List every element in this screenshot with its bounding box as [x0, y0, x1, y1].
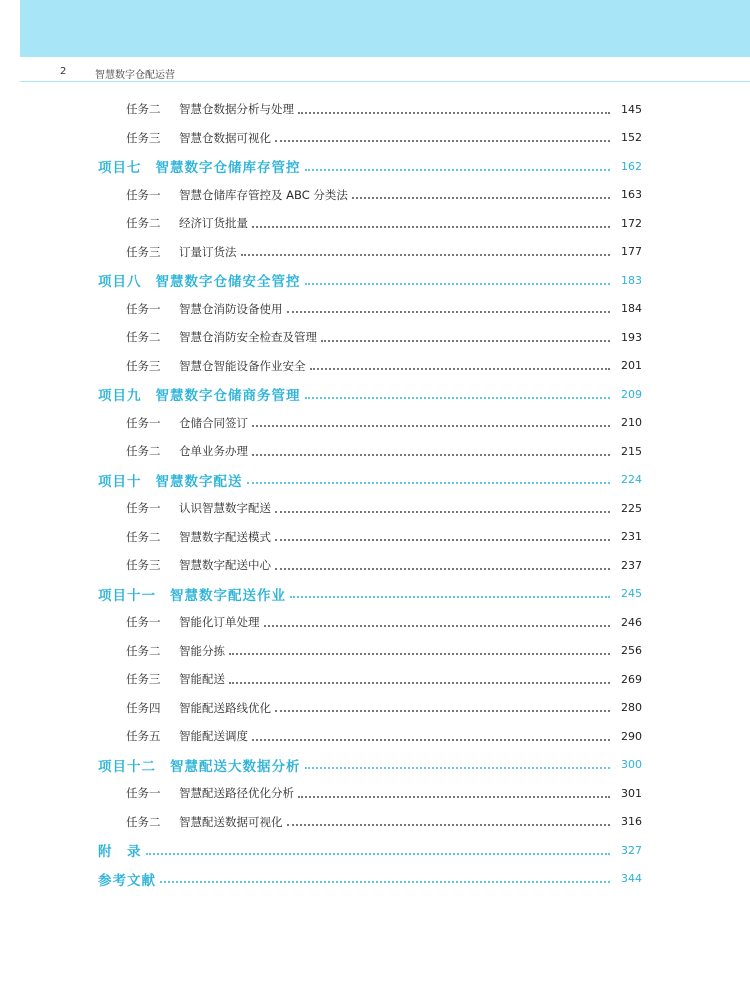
header-divider — [20, 81, 750, 82]
toc-entry-title: 智慧仓智能设备作业安全 — [179, 358, 306, 373]
dot-leader — [146, 852, 611, 855]
dot-leader — [229, 681, 610, 684]
toc-entry-text — [126, 728, 252, 744]
toc-project-entry[interactable] — [0, 755, 750, 775]
toc-project-entry[interactable] — [0, 869, 750, 889]
toc-entry-number: 任务一 — [126, 301, 161, 316]
toc-entry-number: 项目十二 — [98, 758, 156, 775]
toc-page-number: 225 — [621, 501, 642, 515]
toc-project-entry[interactable] — [0, 584, 750, 604]
toc-project-entry[interactable] — [0, 384, 750, 404]
toc-page-number: 215 — [621, 444, 642, 458]
toc-task-entry[interactable] — [0, 185, 750, 205]
toc-entry-text — [126, 415, 252, 431]
toc-entry-number: 任务一 — [126, 615, 161, 629]
dot-leader — [287, 310, 611, 313]
header-strip — [20, 57, 510, 82]
toc-entry-text — [126, 614, 264, 630]
toc-entry-title: 订量订货法 — [179, 244, 237, 259]
toc-entry-title: 智慧配送大数据分析 — [170, 758, 301, 775]
toc-entry-text — [126, 700, 275, 716]
toc-entry-title: 附 录 — [98, 844, 142, 860]
dot-leader — [305, 282, 611, 285]
dot-leader — [352, 196, 610, 199]
toc-page-number: 290 — [621, 729, 642, 743]
toc-entry-text — [98, 384, 305, 404]
toc-task-entry[interactable] — [0, 641, 750, 661]
toc-page-number: 163 — [621, 188, 642, 201]
dot-leader — [252, 453, 610, 456]
running-title: 智慧数字仓配运营 — [95, 70, 175, 81]
toc-entry-title: 智慧配送路径优化分析 — [179, 786, 294, 800]
dot-leader — [275, 567, 610, 570]
toc-entry-text — [126, 500, 275, 516]
toc-entry-title: 智慧数字配送中心 — [179, 558, 271, 572]
toc-page-number: 237 — [621, 558, 642, 572]
toc-page-number: 145 — [621, 102, 642, 116]
toc-entry-title: 智慧数字仓储商务管理 — [155, 388, 301, 404]
toc-page-number: 280 — [621, 701, 642, 714]
toc-entry-text — [126, 244, 241, 260]
toc-entry-title: 智慧数字仓储库存管控 — [155, 160, 301, 176]
toc-entry-number: 任务三 — [126, 672, 161, 686]
toc-entry-text — [126, 785, 298, 801]
toc-page-number: 193 — [621, 330, 642, 344]
toc-entry-text — [126, 814, 287, 830]
dot-leader — [275, 709, 610, 712]
toc-page-number: 162 — [621, 159, 642, 173]
toc-page-number: 344 — [621, 872, 642, 885]
toc-page-number: 183 — [621, 273, 642, 287]
toc-task-entry[interactable] — [0, 555, 750, 575]
toc-entry-title: 智慧数字仓储安全管控 — [155, 274, 301, 290]
toc-project-entry[interactable] — [0, 470, 750, 490]
toc-entry-number: 任务三 — [126, 130, 161, 145]
dot-leader — [305, 766, 611, 769]
toc-entry-title: 智慧仓储库存管控及 ABC 分类法 — [179, 187, 348, 202]
dot-leader — [305, 168, 611, 171]
toc-entry-text — [126, 130, 275, 146]
dot-leader — [275, 510, 610, 513]
toc-task-entry[interactable] — [0, 299, 750, 319]
dot-leader — [252, 225, 610, 228]
toc-page-number: 209 — [621, 387, 642, 401]
toc-entry-title: 智慧仓消防设备使用 — [179, 301, 283, 316]
toc-page-number: 327 — [621, 843, 642, 857]
toc-entry-text — [98, 755, 305, 775]
toc-entry-number: 任务二 — [126, 529, 161, 544]
toc-entry-text — [126, 187, 352, 203]
toc-page-number: 231 — [621, 530, 642, 543]
toc-page-number: 269 — [621, 672, 642, 686]
toc-entry-number: 任务三 — [126, 244, 161, 259]
toc-entry-text — [126, 643, 229, 659]
toc-entry-text — [98, 156, 305, 176]
toc-entry-number: 任务一 — [126, 415, 161, 430]
toc-project-entry[interactable] — [0, 840, 750, 860]
toc-entry-text — [126, 215, 252, 231]
toc-page-number: 316 — [621, 815, 642, 828]
toc-entry-title: 认识智慧数字配送 — [179, 501, 271, 515]
toc-entry-text — [126, 301, 287, 317]
dot-leader — [287, 823, 611, 826]
toc-entry-number: 任务一 — [126, 501, 161, 515]
toc-entry-text — [126, 671, 229, 687]
toc-page-number: 224 — [621, 473, 642, 486]
toc-entry-number: 任务四 — [126, 700, 161, 715]
toc-entry-number: 任务一 — [126, 786, 161, 800]
toc-entry-number: 任务二 — [126, 444, 161, 458]
toc-task-entry[interactable] — [0, 128, 750, 148]
toc-entry-number: 任务二 — [126, 216, 161, 230]
toc-entry-number: 任务一 — [126, 187, 161, 202]
dot-leader — [247, 481, 611, 484]
toc-entry-title: 智慧仓消防安全检查及管理 — [179, 330, 317, 344]
dot-leader — [275, 139, 610, 142]
toc-entry-title: 智能配送调度 — [179, 729, 248, 743]
toc-entry-number: 任务三 — [126, 558, 161, 572]
toc-page-number: 246 — [621, 615, 642, 629]
toc-entry-title: 仓单业务办理 — [179, 444, 248, 458]
toc-entry-title: 智能化订单处理 — [179, 615, 260, 629]
toc-task-entry[interactable] — [0, 356, 750, 376]
toc-entry-title: 经济订货批量 — [179, 216, 248, 230]
toc-page-number: 301 — [621, 786, 642, 800]
toc-entry-number: 任务二 — [126, 330, 161, 344]
toc-entry-number: 项目九 — [98, 388, 142, 404]
toc-task-entry[interactable] — [0, 527, 750, 547]
toc-project-entry[interactable] — [0, 156, 750, 176]
dot-leader — [298, 795, 610, 798]
dot-leader — [305, 396, 611, 399]
toc-entry-title: 智慧数字配送作业 — [170, 587, 286, 604]
dot-leader — [241, 253, 611, 256]
dot-leader — [160, 880, 610, 883]
toc-entry-number: 项目十一 — [98, 587, 156, 604]
dot-leader — [310, 367, 611, 370]
toc-entry-number: 任务二 — [126, 102, 161, 116]
toc-entry-text — [98, 840, 146, 860]
dot-leader — [298, 111, 610, 114]
toc-entry-title: 智能分拣 — [179, 643, 225, 658]
toc-project-entry[interactable] — [0, 270, 750, 290]
page-number: 2 — [60, 66, 67, 77]
toc-task-entry[interactable] — [0, 669, 750, 689]
toc-task-entry[interactable] — [0, 783, 750, 803]
toc-entry-title: 智慧仓数据分析与处理 — [179, 102, 294, 116]
toc-task-entry[interactable] — [0, 242, 750, 262]
toc-page-number: 172 — [621, 216, 642, 230]
toc-entry-text — [126, 358, 310, 374]
toc-entry-number: 任务二 — [126, 814, 161, 829]
toc-entry-number: 任务五 — [126, 729, 161, 743]
toc-task-entry[interactable] — [0, 498, 750, 518]
dot-leader — [321, 339, 610, 342]
toc-entry-text — [126, 101, 298, 117]
toc-entry-text — [126, 529, 275, 545]
toc-task-entry[interactable] — [0, 441, 750, 461]
toc-entry-text — [98, 869, 160, 889]
toc-page-number: 256 — [621, 644, 642, 657]
toc-entry-number: 任务三 — [126, 358, 161, 373]
toc-task-entry[interactable] — [0, 213, 750, 233]
toc-entry-text — [98, 270, 305, 290]
dot-leader — [275, 538, 610, 541]
toc-entry-title: 智能配送路线优化 — [179, 700, 271, 715]
toc-task-entry[interactable] — [0, 812, 750, 832]
toc-page-number: 184 — [621, 302, 642, 315]
toc-entry-text — [126, 557, 275, 573]
toc-task-entry[interactable] — [0, 413, 750, 433]
toc-entry-title: 智慧数字配送 — [155, 473, 243, 490]
toc-page-number: 201 — [621, 359, 642, 372]
toc-entry-text — [98, 470, 247, 490]
toc-entry-title: 智慧数字配送模式 — [179, 529, 271, 544]
dot-leader — [229, 652, 610, 655]
toc-page-number: 210 — [621, 416, 642, 429]
toc-task-entry[interactable] — [0, 698, 750, 718]
toc-entry-number: 项目十 — [98, 473, 142, 490]
dot-leader — [252, 424, 610, 427]
dot-leader — [252, 738, 610, 741]
toc-entry-title: 智慧仓数据可视化 — [179, 130, 271, 145]
toc-task-entry[interactable] — [0, 612, 750, 632]
dot-leader — [264, 624, 611, 627]
header-banner — [20, 0, 750, 57]
toc-entry-text — [126, 329, 321, 345]
toc-page-number: 177 — [621, 245, 642, 258]
toc-task-entry[interactable] — [0, 327, 750, 347]
toc-entry-text — [98, 584, 290, 604]
toc-entry-number: 项目八 — [98, 274, 142, 290]
toc-page-number: 300 — [621, 758, 642, 771]
toc-task-entry[interactable] — [0, 99, 750, 119]
toc-entry-number: 任务二 — [126, 643, 161, 658]
toc-page-number: 245 — [621, 587, 642, 600]
toc-entry-title: 智能配送 — [179, 672, 225, 686]
toc-entry-text — [126, 443, 252, 459]
toc-page-number: 152 — [621, 131, 642, 144]
toc-entry-number: 项目七 — [98, 160, 142, 176]
toc-entry-title: 参考文献 — [98, 872, 156, 889]
toc-entry-title: 智慧配送数据可视化 — [179, 814, 283, 829]
dot-leader — [290, 595, 610, 598]
toc-task-entry[interactable] — [0, 726, 750, 746]
toc-entry-title: 仓储合同签订 — [179, 415, 248, 430]
